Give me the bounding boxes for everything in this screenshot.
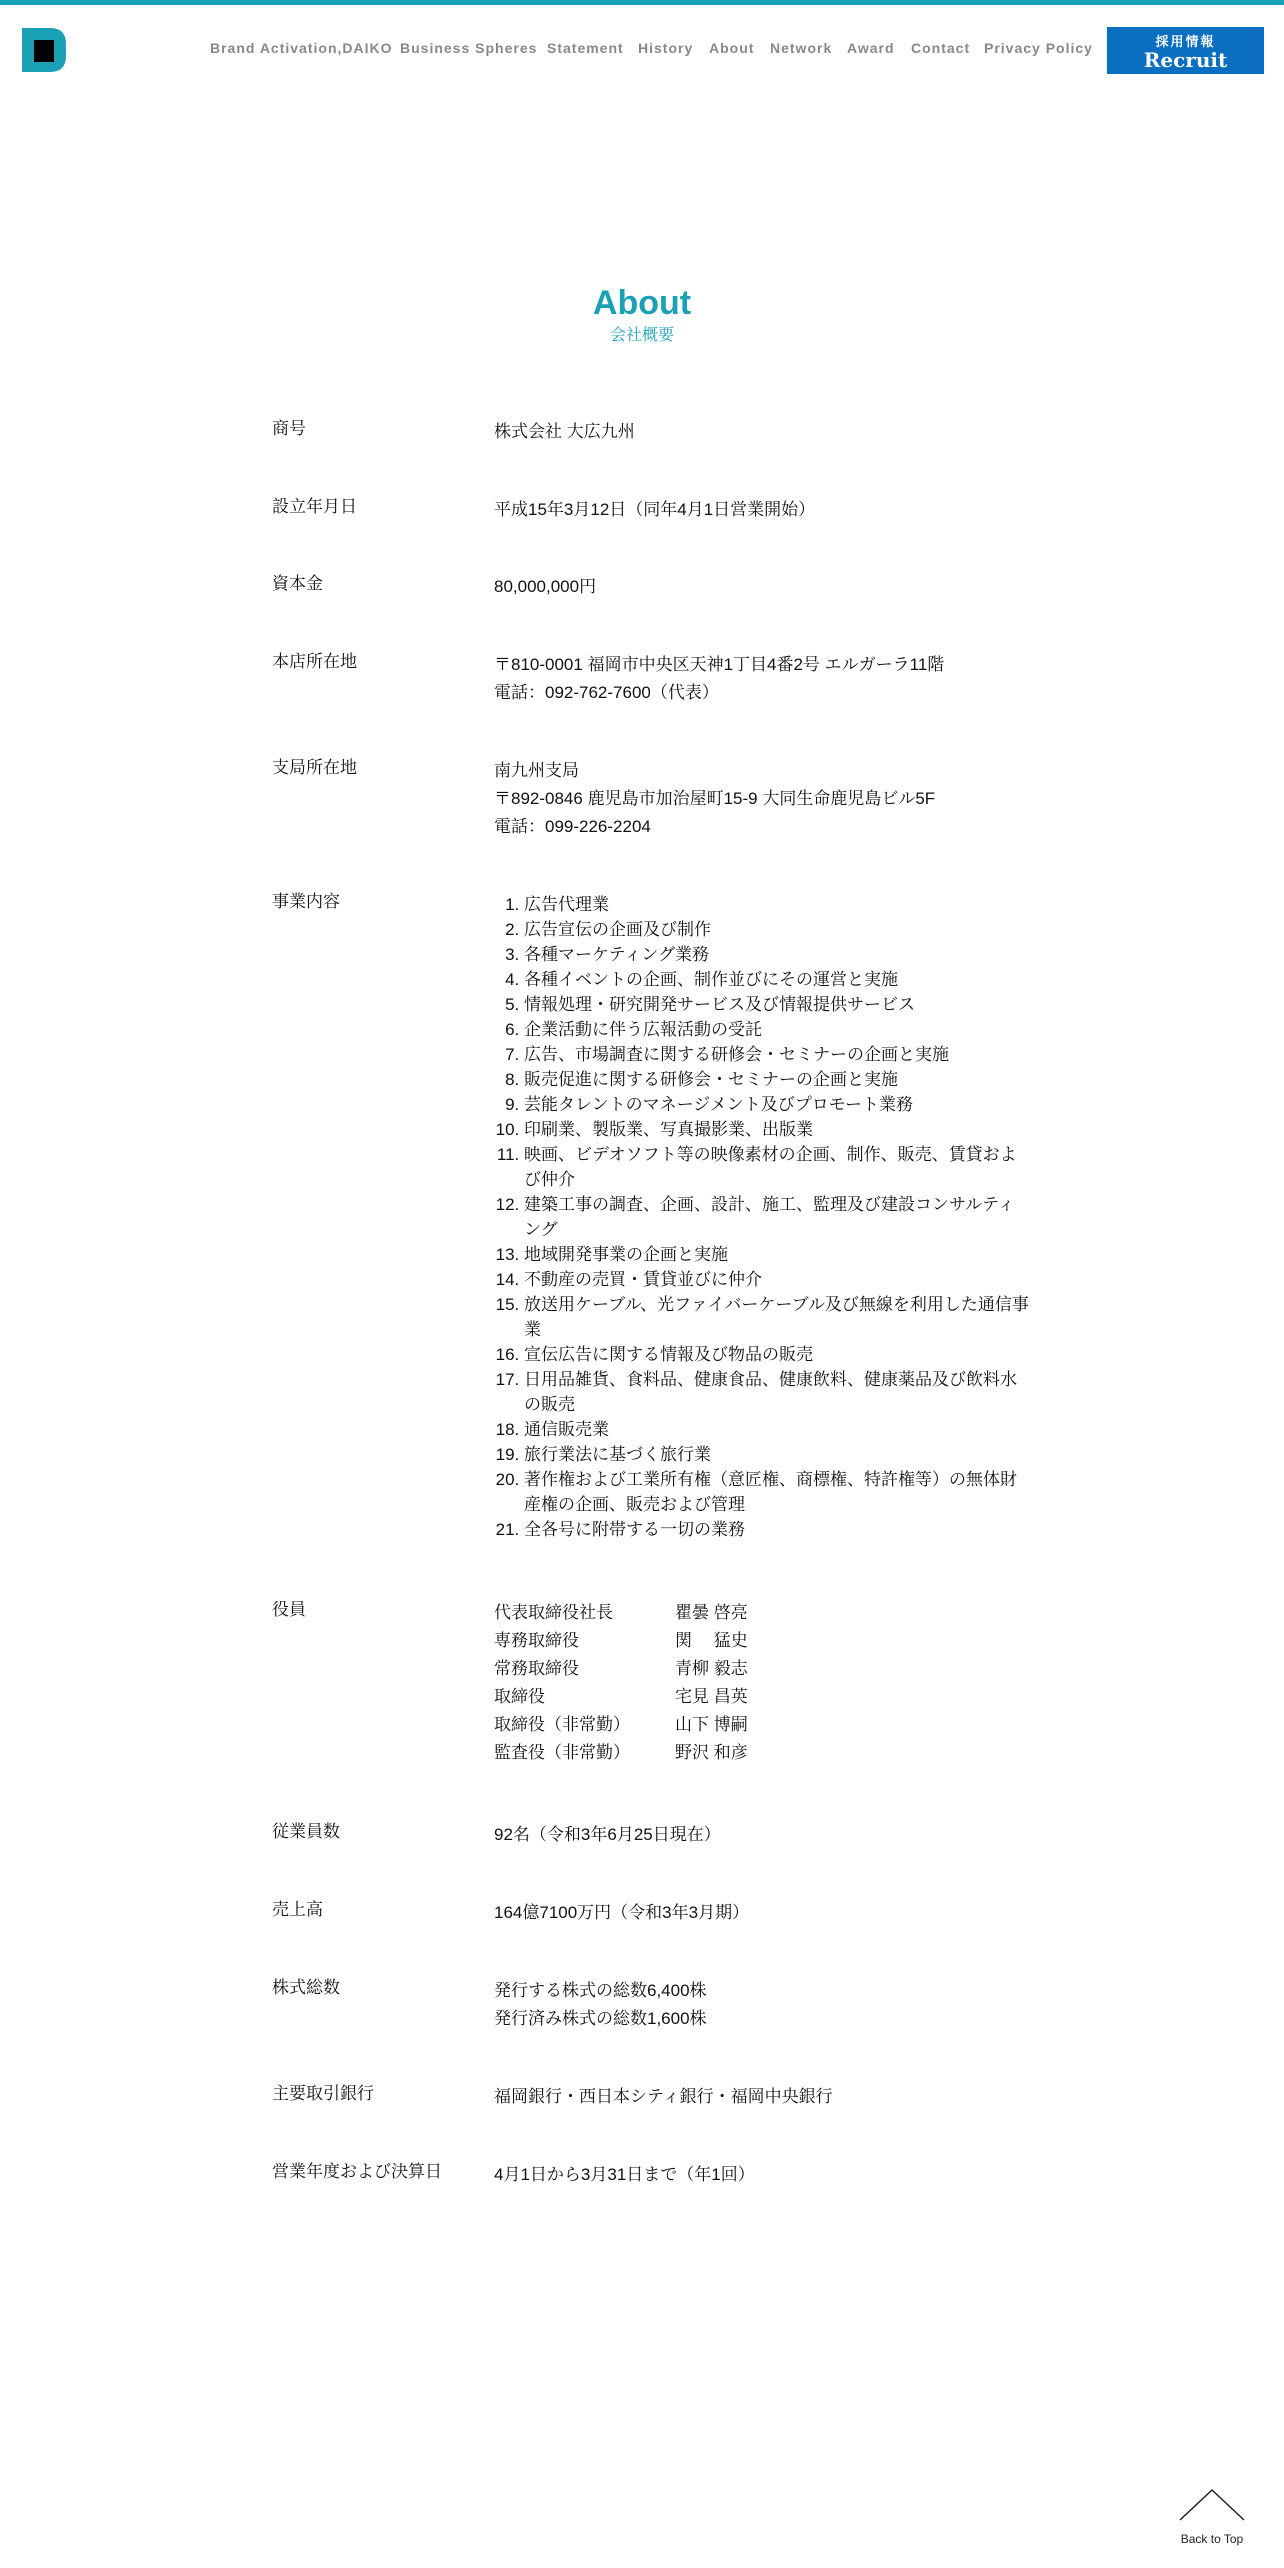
branch-phone: 電話：099-226-2204 — [494, 817, 651, 836]
shares-issued: 発行済み株式の総数1,600株 — [494, 2009, 707, 2028]
info-value — [494, 2083, 1004, 2111]
shares-authorized: 発行する株式の総数6,400株 — [494, 1981, 707, 2000]
list-item: 20. 著作権および工業所有権（意匠権、商標権、特許権等）の無体財産権の企画、販売および管理 — [524, 1467, 1030, 1517]
officer-role: 代表取締役社長 — [494, 1603, 613, 1622]
list-item: 16. 宣伝広告に関する情報及び物品の販売 — [524, 1342, 1030, 1367]
officer-name: 宅見 昌英 — [675, 1687, 748, 1706]
page-subtitle: 会社概要 — [609, 327, 674, 344]
officer-role: 取締役 — [494, 1687, 545, 1706]
company-name: 株式会社 大広九州 — [494, 422, 635, 441]
nav-contact[interactable]: Contact — [911, 40, 971, 56]
list-item: 2. 広告宣伝の企画及び制作 — [524, 917, 1030, 942]
list-item: 21. 全各号に附帯する一切の業務 — [524, 1517, 1030, 1542]
list-item: 10. 印刷業、製版業、写真撮影業、出版業 — [524, 1117, 1030, 1142]
info-value — [494, 1977, 1004, 2033]
info-label: 株式総数 — [272, 1978, 340, 1997]
nav-about[interactable]: About — [709, 40, 755, 56]
fiscal-year-period: 4月1日から3月31日まで（年1回） — [494, 2165, 755, 2184]
list-item: 19. 旅行業法に基づく旅行業 — [524, 1442, 1030, 1467]
branch-address: 〒892-0846 鹿児島市加治屋町15-9 大同生命鹿児島ビル5F — [494, 789, 936, 808]
back-to-top-button[interactable] — [1172, 2480, 1252, 2550]
info-label: 営業年度および決算日 — [272, 2162, 442, 2181]
recruit-label-en: Recruit — [1143, 48, 1228, 72]
nav-award[interactable]: Award — [847, 40, 895, 56]
info-label: 支局所在地 — [272, 758, 357, 777]
capital-amount: 80,000,000円 — [494, 577, 597, 596]
nav-brand-activation[interactable]: Brand Activation,DAIKO — [210, 40, 393, 56]
info-value — [494, 757, 1004, 841]
list-item — [494, 1711, 1004, 1739]
list-item: 1. 広告代理業 — [524, 892, 1030, 917]
info-value — [494, 418, 1004, 446]
info-label: 本店所在地 — [272, 652, 357, 671]
nav-business-spheres[interactable]: Business Spheres — [400, 40, 538, 56]
founded-date: 平成15年3月12日（同年4月1日営業開始） — [494, 500, 816, 519]
officer-name: 山下 博嗣 — [675, 1715, 748, 1734]
info-label: 主要取引銀行 — [272, 2084, 374, 2103]
list-item — [494, 1599, 1004, 1627]
info-value — [494, 651, 1004, 707]
officer-role: 監査役（非常勤） — [494, 1743, 630, 1762]
info-label: 商号 — [272, 419, 306, 438]
officer-role: 専務取締役 — [494, 1631, 579, 1650]
branch-name: 南九州支局 — [494, 761, 579, 780]
list-item: 3. 各種マーケティング業務 — [524, 942, 1030, 967]
head-office-address: 〒810-0001 福岡市中央区天神1丁目4番2号 エルガーラ11階 — [494, 655, 945, 674]
recruit-button[interactable] — [1107, 27, 1264, 74]
officers-list — [494, 1599, 1004, 1767]
info-value — [494, 892, 1029, 1542]
main-banks: 福岡銀行・西日本シティ銀行・福岡中央銀行 — [494, 2087, 833, 2106]
info-label: 従業員数 — [272, 1822, 340, 1841]
main-nav — [0, 40, 1284, 62]
info-label: 役員 — [272, 1600, 306, 1619]
officer-name: 青柳 毅志 — [675, 1659, 748, 1678]
nav-history[interactable]: History — [638, 40, 694, 56]
list-item — [494, 1739, 1004, 1767]
recruit-label-jp: 採用情報 — [1155, 34, 1216, 49]
business-list — [494, 892, 1030, 1542]
info-value — [494, 1821, 1004, 1849]
list-item: 12. 建築工事の調査、企画、設計、施工、監理及び建設コンサルティング — [524, 1192, 1030, 1242]
officer-role: 常務取締役 — [494, 1659, 579, 1678]
list-item: 9. 芸能タレントのマネージメント及びプロモート業務 — [524, 1092, 1030, 1117]
list-item — [494, 1683, 1004, 1711]
info-label: 売上高 — [272, 1900, 323, 1919]
chevron-up-icon — [1172, 2486, 1252, 2526]
list-item: 14. 不動産の売買・賃貸並びに仲介 — [524, 1267, 1030, 1292]
officer-role: 取締役（非常勤） — [494, 1715, 630, 1734]
list-item: 4. 各種イベントの企画、制作並びにその運営と実施 — [524, 967, 1030, 992]
list-item: 5. 情報処理・研究開発サービス及び情報提供サービス — [524, 992, 1030, 1017]
sales-amount: 164億7100万円（令和3年3月期） — [494, 1903, 750, 1922]
nav-statement[interactable]: Statement — [547, 40, 624, 56]
page-title: About — [592, 284, 692, 322]
list-item — [494, 1655, 1004, 1683]
list-item: 7. 広告、市場調査に関する研修会・セミナーの企画と実施 — [524, 1042, 1030, 1067]
list-item: 15. 放送用ケーブル、光ファイバーケーブル及び無線を利用した通信事業 — [524, 1292, 1030, 1342]
officer-name: 瞿曇 啓亮 — [675, 1603, 748, 1622]
officer-name: 野沢 和彦 — [675, 1743, 748, 1762]
list-item: 6. 企業活動に伴う広報活動の受託 — [524, 1017, 1030, 1042]
info-value — [494, 2161, 1004, 2189]
list-item: 11. 映画、ビデオソフト等の映像素材の企画、制作、販売、賃貸および仲介 — [524, 1142, 1030, 1192]
employee-count: 92名（令和3年6月25日現在） — [494, 1825, 721, 1844]
list-item — [494, 1627, 1004, 1655]
info-label: 資本金 — [272, 574, 323, 593]
list-item: 18. 通信販売業 — [524, 1417, 1030, 1442]
info-label: 設立年月日 — [272, 497, 357, 516]
head-office-phone: 電話：092-762-7600（代表） — [494, 683, 719, 702]
info-label: 事業内容 — [272, 892, 340, 911]
list-item: 17. 日用品雑貨、食料品、健康食品、健康飲料、健康薬品及び飲料水の販売 — [524, 1367, 1030, 1417]
officer-name: 関 猛史 — [675, 1631, 748, 1650]
nav-privacy-policy[interactable]: Privacy Policy — [984, 40, 1093, 56]
nav-network[interactable]: Network — [770, 40, 833, 56]
info-value — [494, 573, 1004, 601]
info-value — [494, 1899, 1004, 1927]
back-to-top-label: Back to Top — [1180, 2532, 1244, 2546]
header-accent-bar — [0, 0, 1284, 5]
info-value — [494, 496, 1004, 524]
list-item: 8. 販売促進に関する研修会・セミナーの企画と実施 — [524, 1067, 1030, 1092]
list-item: 13. 地域開発事業の企画と実施 — [524, 1242, 1030, 1267]
